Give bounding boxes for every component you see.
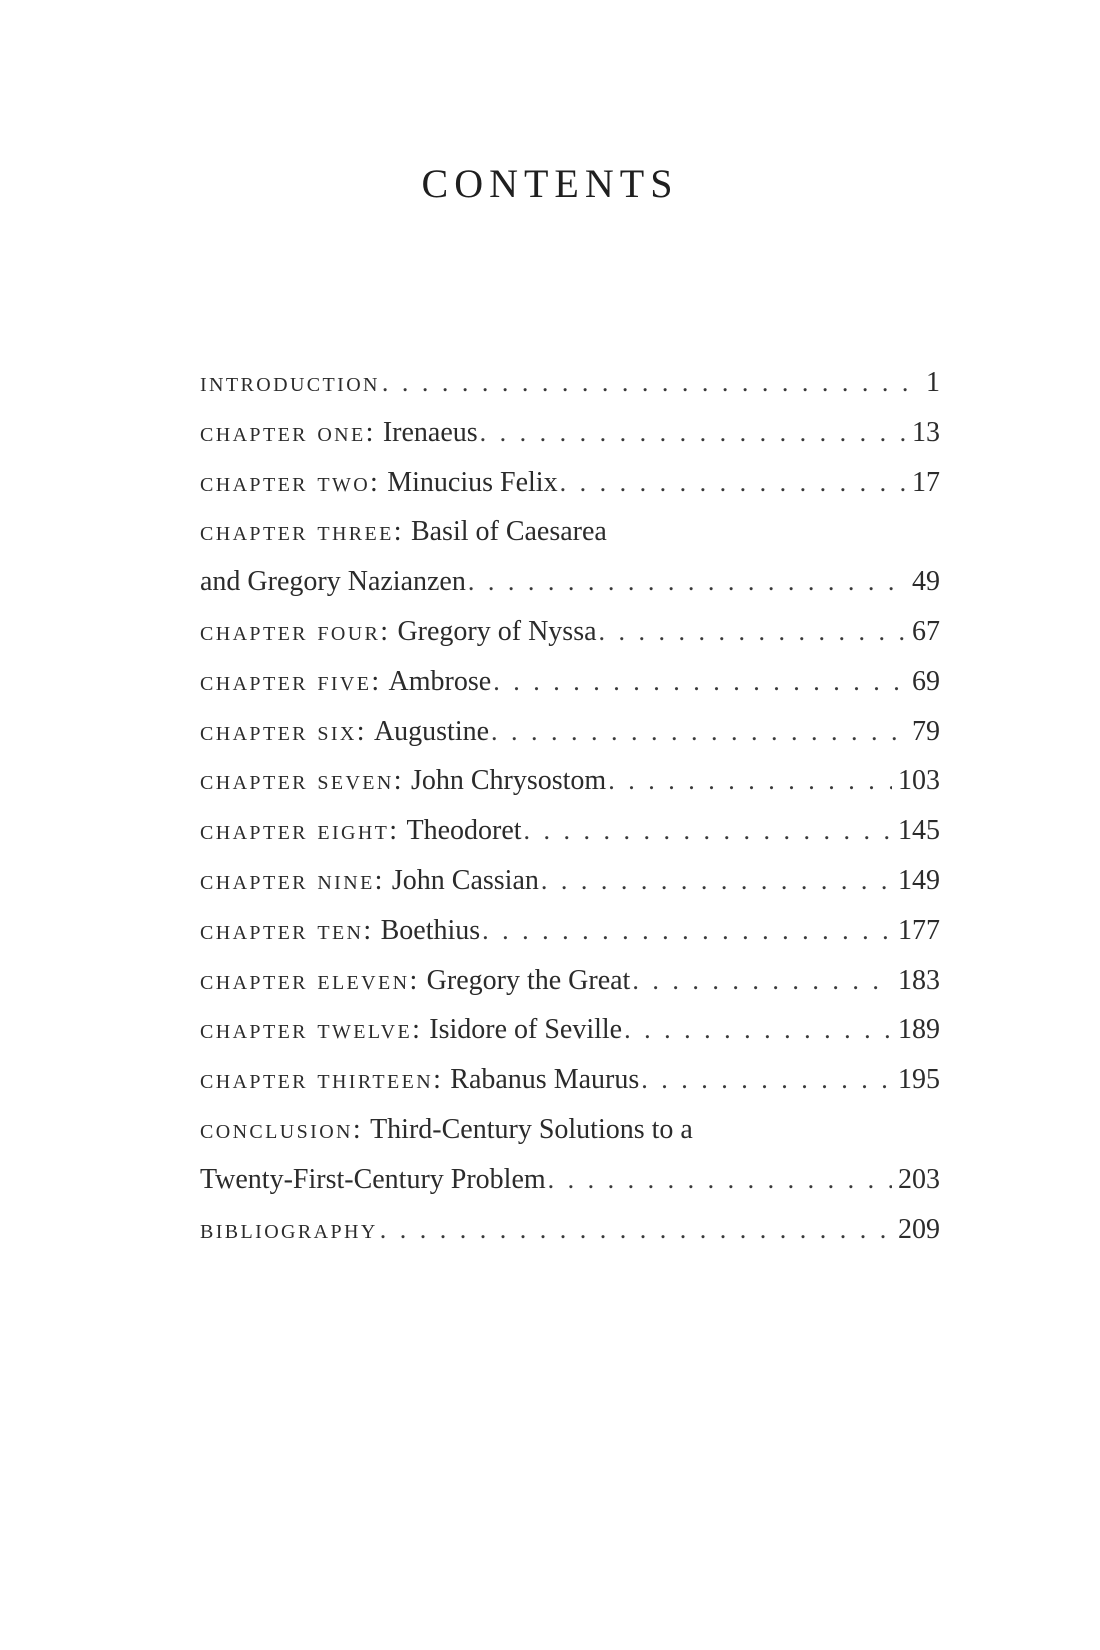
toc-page-number: 189 (898, 1014, 940, 1046)
toc-entry[interactable] (200, 607, 940, 657)
toc-entry[interactable] (200, 507, 940, 607)
toc-line (200, 1155, 940, 1205)
toc-label: introduction (200, 367, 380, 398)
toc-line (200, 806, 940, 856)
toc-line (200, 657, 940, 707)
toc-title: Minucius Felix (387, 466, 558, 498)
toc-entry[interactable] (200, 1205, 940, 1255)
toc-label: bibliography (200, 1213, 378, 1245)
toc-entry[interactable] (200, 956, 940, 1006)
toc-title: Gregory of Nyssa (397, 615, 597, 647)
dot-leader (608, 756, 892, 806)
toc-entry[interactable] (200, 1005, 940, 1055)
toc-entry[interactable] (200, 657, 940, 707)
toc-page-number: 13 (912, 416, 940, 448)
toc-title: Irenaeus (382, 416, 478, 448)
dot-leader (541, 856, 892, 906)
dot-leader (624, 1005, 892, 1055)
dot-leader (482, 906, 892, 956)
toc-title: Rabanus Maurus (450, 1064, 640, 1096)
toc-page-number: 145 (898, 815, 940, 847)
toc-page-number: 69 (912, 665, 940, 697)
dot-leader (641, 1055, 892, 1105)
toc-title-continued: Twenty-First-Century Problem (200, 1163, 546, 1195)
toc-line (200, 756, 940, 806)
toc-page-number: 203 (898, 1163, 940, 1195)
toc-label: conclusion: (200, 1113, 364, 1145)
toc-entry[interactable] (200, 806, 940, 856)
toc-page-number: 195 (898, 1064, 940, 1096)
toc-label: chapter four: (200, 615, 391, 647)
toc-label: chapter one: (200, 416, 376, 448)
toc-entry[interactable] (200, 707, 940, 757)
toc-page-number: 149 (898, 864, 940, 896)
toc-label: chapter six: (200, 715, 367, 747)
toc-title: John Cassian (391, 864, 539, 896)
dot-leader (380, 1205, 892, 1255)
toc-line (200, 1205, 940, 1255)
toc-label: chapter seven: (200, 765, 404, 797)
toc-label: chapter nine: (200, 864, 385, 896)
toc-line (200, 557, 940, 607)
toc-label: chapter eight: (200, 815, 400, 847)
toc-label: chapter three: (200, 516, 404, 548)
toc-label: chapter twelve: (200, 1014, 423, 1046)
toc-entry[interactable] (200, 856, 940, 906)
toc-entry[interactable] (200, 458, 940, 508)
toc-title-continued: and Gregory Nazianzen (200, 566, 466, 598)
toc-line (200, 358, 940, 408)
toc-label: chapter five: (200, 665, 382, 697)
toc-title: Third-Century Solutions to a (370, 1113, 693, 1145)
toc-entry[interactable] (200, 906, 940, 956)
dot-leader (468, 557, 906, 607)
toc-entry[interactable] (200, 756, 940, 806)
toc-entry[interactable] (200, 1055, 940, 1105)
toc-page-number: 79 (912, 715, 940, 747)
toc-page-number: 209 (898, 1213, 940, 1245)
toc-title: Ambrose (388, 665, 492, 697)
toc-label: chapter two: (200, 466, 381, 498)
toc-line (200, 458, 940, 508)
toc-line (200, 1055, 940, 1105)
toc-page-number: 103 (898, 765, 940, 797)
table-of-contents (200, 358, 940, 1254)
toc-line (200, 1005, 940, 1055)
toc-line (200, 956, 940, 1006)
dot-leader (560, 458, 906, 508)
toc-line (200, 507, 940, 557)
toc-page-number: 49 (912, 566, 940, 598)
toc-label: chapter thirteen: (200, 1064, 444, 1096)
toc-line (200, 707, 940, 757)
dot-leader (548, 1155, 892, 1205)
dot-leader (493, 657, 906, 707)
page-title: CONTENTS (421, 161, 679, 206)
toc-page-number: 67 (912, 615, 940, 647)
toc-line (200, 408, 940, 458)
toc-entry[interactable] (200, 1105, 940, 1205)
toc-page-number: 183 (898, 964, 940, 996)
toc-title: Theodoret (406, 815, 522, 847)
toc-title: Boethius (380, 914, 481, 946)
dot-leader (632, 956, 892, 1006)
toc-entry[interactable] (200, 408, 940, 458)
toc-line (200, 1105, 940, 1155)
toc-title: John Chrysostom (410, 765, 607, 797)
dot-leader (491, 707, 906, 757)
toc-page-number: 177 (898, 914, 940, 946)
toc-title: Gregory the Great (426, 964, 631, 996)
toc-label: chapter eleven: (200, 964, 420, 996)
dot-leader (599, 607, 906, 657)
toc-title: Isidore of Seville (429, 1014, 623, 1046)
dot-leader (524, 806, 892, 856)
toc-line (200, 856, 940, 906)
dot-leader (480, 408, 906, 458)
toc-page-number: 1 (926, 367, 940, 398)
toc-entry[interactable] (200, 358, 940, 408)
dot-leader (382, 358, 920, 408)
toc-title: Basil of Caesarea (410, 516, 607, 548)
toc-line (200, 607, 940, 657)
toc-title: Augustine (373, 715, 490, 747)
toc-page-number: 17 (912, 466, 940, 498)
toc-line (200, 906, 940, 956)
toc-label: chapter ten: (200, 914, 374, 946)
